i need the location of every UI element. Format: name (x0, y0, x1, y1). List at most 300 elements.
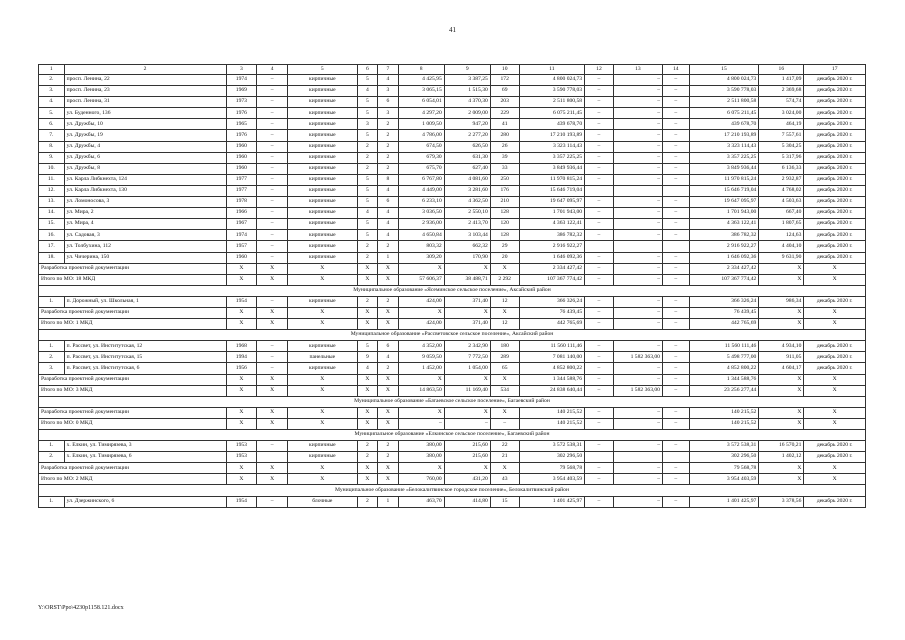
summary-cell: X (378, 463, 398, 474)
table-cell: – (257, 130, 288, 141)
table-cell: 1974 (226, 230, 257, 241)
table-cell: – (662, 230, 689, 241)
table-cell: 1. (39, 496, 65, 507)
summary-cell: – (613, 474, 662, 485)
summary-cell: – (585, 463, 614, 474)
table-row (39, 174, 866, 185)
table-cell: 1 054,00 (444, 363, 490, 374)
table-cell: 3 (357, 119, 377, 130)
table-cell: – (613, 163, 662, 174)
summary-cell: X (287, 385, 357, 396)
table-cell: 3 849 936,44 (519, 163, 585, 174)
table-cell: – (585, 163, 614, 174)
table-cell: 674,50 (398, 141, 444, 152)
summary-cell: X (490, 407, 519, 418)
table-cell: 1954 (226, 296, 257, 307)
summary-cell: – (490, 418, 519, 429)
table-cell (613, 241, 662, 252)
table-cell: 5 304,25 (759, 141, 804, 152)
table-cell: 3 323 114,43 (689, 141, 759, 152)
table-cell: декабрь 2020 г. (804, 441, 866, 452)
summary-cell: X (804, 463, 866, 474)
table-cell: – (585, 363, 614, 374)
table-cell: 2 (357, 152, 377, 163)
table-row (39, 296, 866, 307)
table-cell: 6 767,80 (398, 174, 444, 185)
table-cell: 12. (39, 185, 65, 196)
summary-cell: – (585, 474, 614, 485)
summary-cell: 140 215,52 (689, 418, 759, 429)
table-header-row (39, 65, 866, 75)
table-cell: – (257, 152, 288, 163)
summary-row (39, 374, 866, 385)
table-cell: 5 (357, 174, 377, 185)
table-cell: кирпичные (287, 197, 357, 208)
table-cell: 2 550,10 (444, 208, 490, 219)
summary-label: Итого по МО: 1 МКД (39, 319, 227, 330)
summary-cell: X (357, 274, 377, 285)
column-number-header: 13 (613, 65, 662, 75)
table-cell: 289 (490, 352, 519, 363)
summary-cell: X (398, 307, 444, 318)
summary-cell: X (226, 385, 257, 396)
summary-cell: X (257, 307, 288, 318)
table-cell: 229 (490, 108, 519, 119)
table-cell: 9 (357, 352, 377, 363)
table-cell: 5 (357, 341, 377, 352)
summary-cell: – (662, 307, 689, 318)
table-cell: 2 (378, 163, 398, 174)
summary-cell: X (804, 319, 866, 330)
table-cell: 4 (378, 219, 398, 230)
table-cell: 3 590 778,03 (519, 86, 585, 97)
table-cell: декабрь 2020 г. (804, 496, 866, 507)
table-cell: 18. (39, 252, 65, 263)
summary-cell: X (490, 307, 519, 318)
summary-cell: 57 606,37 (398, 274, 444, 285)
table-cell: 1956 (226, 363, 257, 374)
table-cell: 5 (357, 185, 377, 196)
table-cell: 6 233,10 (398, 197, 444, 208)
summary-cell: 1 344 588,76 (519, 374, 585, 385)
column-number-header: 15 (689, 65, 759, 75)
table-cell: 2 (378, 119, 398, 130)
table-cell: 4 (378, 75, 398, 86)
summary-cell: X (287, 307, 357, 318)
table-cell: 3. (39, 86, 65, 97)
summary-cell: X (444, 463, 490, 474)
table-cell: декабрь 2020 г. (804, 152, 866, 163)
summary-cell: X (804, 274, 866, 285)
table-cell: 2 (378, 296, 398, 307)
table-cell: 1 582 363,00 (613, 352, 662, 363)
table-cell: – (662, 197, 689, 208)
table-cell: 17. (39, 241, 65, 252)
table-cell: – (613, 174, 662, 185)
table-cell: – (613, 86, 662, 97)
summary-cell: 76 439,45 (689, 307, 759, 318)
table-cell (257, 452, 288, 463)
table-cell: 6 (378, 97, 398, 108)
summary-cell: X (357, 319, 377, 330)
table-cell: – (613, 197, 662, 208)
table-cell: 1 (378, 496, 398, 507)
table-cell: – (257, 197, 288, 208)
summary-cell: X (398, 263, 444, 274)
table-cell: 9 059,50 (398, 352, 444, 363)
address-cell: ул. Толбухина, 112 (64, 241, 226, 252)
table-cell: – (257, 230, 288, 241)
table-cell: 2 (378, 141, 398, 152)
summary-cell: X (444, 374, 490, 385)
table-cell: 4 363 122,41 (689, 219, 759, 230)
column-number-header: 1 (39, 65, 65, 75)
table-cell: 3 323 114,43 (519, 141, 585, 152)
column-number-header: 11 (519, 65, 585, 75)
table-cell: 2 (378, 452, 398, 463)
table-row (39, 219, 866, 230)
table-cell: 3 378,56 (759, 496, 804, 507)
address-cell: п. Дорожный, ул. Школьная, 1 (64, 296, 226, 307)
summary-cell: X (759, 307, 804, 318)
address-cell: ул. Буденного, 136 (64, 108, 226, 119)
table-cell: декабрь 2020 г. (804, 97, 866, 108)
table-cell: 5. (39, 108, 65, 119)
table-cell: 1 515,30 (444, 86, 490, 97)
table-cell: 4 800 024,73 (689, 75, 759, 86)
table-cell: – (585, 86, 614, 97)
table-cell: декабрь 2020 г. (804, 296, 866, 307)
table-cell: кирпичные (287, 152, 357, 163)
section-heading-row (39, 396, 866, 407)
summary-cell: X (287, 274, 357, 285)
summary-cell: X (378, 407, 398, 418)
summary-cell: – (585, 263, 614, 274)
address-cell: ул. Чичерина, 150 (64, 252, 226, 263)
summary-cell: X (378, 385, 398, 396)
column-number-header: 12 (585, 65, 614, 75)
table-cell: 371,40 (444, 296, 490, 307)
table-cell: 464,19 (759, 119, 804, 130)
summary-cell: – (613, 418, 662, 429)
summary-cell: 107 367 774,42 (519, 274, 585, 285)
summary-cell: X (804, 418, 866, 429)
summary-cell: 534 (490, 385, 519, 396)
address-cell: ул. Мира, 4 (64, 219, 226, 230)
summary-label: Итого по МО: 18 МКД (39, 274, 227, 285)
summary-cell: X (257, 385, 288, 396)
table-cell: 386 782,32 (689, 230, 759, 241)
summary-cell: – (662, 474, 689, 485)
summary-cell: X (490, 463, 519, 474)
summary-cell: – (585, 319, 614, 330)
summary-cell: X (444, 263, 490, 274)
table-cell: 2. (39, 352, 65, 363)
summary-cell: 431,20 (444, 474, 490, 485)
table-cell: – (257, 363, 288, 374)
table-cell: 667,40 (759, 208, 804, 219)
summary-cell: 2 292 (490, 274, 519, 285)
summary-label: Разработка проектной документации (39, 307, 227, 318)
table-cell: 4 786,00 (398, 130, 444, 141)
summary-cell: – (662, 407, 689, 418)
table-cell: 1 417,09 (759, 75, 804, 86)
table-cell: 3 024,00 (759, 108, 804, 119)
table-cell: 250 (490, 174, 519, 185)
table-cell: 5 (357, 230, 377, 241)
table-cell: 679,30 (398, 152, 444, 163)
summary-cell: – (585, 418, 614, 429)
summary-cell: – (613, 307, 662, 318)
table-cell: 2 916 922,27 (689, 241, 759, 252)
summary-cell: 371,40 (444, 319, 490, 330)
summary-cell: X (226, 274, 257, 285)
address-cell: просп. Ленина, 23 (64, 86, 226, 97)
table-cell: 1977 (226, 185, 257, 196)
table-cell: 16 570,21 (759, 441, 804, 452)
table-cell: 10. (39, 163, 65, 174)
address-cell: ул. Дружбы, 8 (64, 163, 226, 174)
table-cell: – (613, 441, 662, 452)
table-cell: – (613, 119, 662, 130)
table-cell: 1 402,12 (759, 452, 804, 463)
table-cell: 2 511 800,58 (519, 97, 585, 108)
table-cell: – (257, 185, 288, 196)
table-cell (662, 241, 689, 252)
table-cell: 6 136,33 (759, 163, 804, 174)
table-row (39, 86, 866, 97)
table-cell: 5 (357, 97, 377, 108)
summary-cell: 140 215,52 (689, 407, 759, 418)
summary-cell: 43 (490, 474, 519, 485)
table-cell: 1973 (226, 97, 257, 108)
summary-cell: 760,00 (398, 474, 444, 485)
municipality-heading: Муниципальное образование «Ясеминское сельское поселение», Аксайский район (39, 285, 866, 296)
table-cell: 128 (490, 230, 519, 241)
table-cell: 3 036,50 (398, 208, 444, 219)
table-cell: 5 (357, 75, 377, 86)
table-cell: панельные (287, 352, 357, 363)
table-cell: кирпичные (287, 241, 357, 252)
table-cell: 215,60 (444, 452, 490, 463)
address-cell: х. Елкин, ул. Тимирязева, 3 (64, 441, 226, 452)
table-cell: – (257, 441, 288, 452)
column-number-header: 16 (759, 65, 804, 75)
table-row (39, 363, 866, 374)
table-cell: 7 081 140,00 (519, 352, 585, 363)
table-cell: 1968 (226, 341, 257, 352)
table-cell: – (257, 119, 288, 130)
summary-cell: X (226, 374, 257, 385)
table-cell: 2 342,90 (444, 341, 490, 352)
table-cell: – (613, 97, 662, 108)
table-cell: 280 (490, 130, 519, 141)
summary-cell: – (613, 274, 662, 285)
table-cell: – (613, 152, 662, 163)
address-cell: х. Елкин, ул. Тимирязева, 6 (64, 452, 226, 463)
table-cell: 380,00 (398, 441, 444, 452)
table-cell: 4 (378, 185, 398, 196)
summary-row (39, 418, 866, 429)
table-cell: кирпичные (287, 174, 357, 185)
summary-cell: 12 (490, 319, 519, 330)
table-cell: блочные (287, 496, 357, 507)
table-cell: 2 (357, 452, 377, 463)
table-cell: декабрь 2020 г. (804, 352, 866, 363)
table-cell: 26 (490, 141, 519, 152)
table-cell: 128 (490, 208, 519, 219)
table-cell: 124,63 (759, 230, 804, 241)
table-cell: декабрь 2020 г. (804, 341, 866, 352)
summary-cell: X (257, 274, 288, 285)
table-cell: декабрь 2020 г. (804, 163, 866, 174)
table-cell: 4 650,84 (398, 230, 444, 241)
municipality-heading: Муниципальное образование «Елкинское сельское поселение», Багаевский район (39, 430, 866, 441)
summary-row (39, 385, 866, 396)
table-cell: 1 646 092,36 (519, 252, 585, 263)
table-cell: 2. (39, 452, 65, 463)
table-cell: 414,80 (444, 496, 490, 507)
table-row (39, 252, 866, 263)
table-row (39, 130, 866, 141)
table-cell: – (662, 119, 689, 130)
address-cell: ул. Дружбы, 19 (64, 130, 226, 141)
table-cell: 4 404,10 (759, 241, 804, 252)
table-cell: 1974 (226, 75, 257, 86)
table-cell: – (613, 108, 662, 119)
summary-cell: 1 344 588,76 (689, 374, 759, 385)
table-cell: декабрь 2020 г. (804, 197, 866, 208)
table-cell: 39 (490, 152, 519, 163)
table-cell: 1954 (226, 496, 257, 507)
table-cell: 3 590 778,03 (689, 86, 759, 97)
table-cell: 9. (39, 152, 65, 163)
table-cell: – (257, 341, 288, 352)
table-cell: – (257, 252, 288, 263)
table-cell: 803,32 (398, 241, 444, 252)
table-cell: – (585, 230, 614, 241)
table-cell: – (662, 441, 689, 452)
table-cell (613, 452, 662, 463)
table-cell: 17 210 193,89 (519, 130, 585, 141)
summary-cell: – (613, 374, 662, 385)
table-cell: – (662, 108, 689, 119)
table-cell: 3 103,44 (444, 230, 490, 241)
table-cell: 215,60 (444, 441, 490, 452)
table-cell: 6 (378, 197, 398, 208)
table-cell: – (585, 130, 614, 141)
table-cell (613, 185, 662, 196)
table-cell: кирпичные (287, 141, 357, 152)
table-cell: – (257, 86, 288, 97)
section-heading-row (39, 485, 866, 496)
summary-row (39, 263, 866, 274)
table-cell: 627,40 (444, 163, 490, 174)
table-cell: 1 401 425,97 (519, 496, 585, 507)
table-cell: – (585, 97, 614, 108)
address-cell: ул. Дружбы, 10 (64, 119, 226, 130)
summary-cell: – (662, 274, 689, 285)
address-cell: ул. Дзержинского, 6 (64, 496, 226, 507)
table-cell: 3 572 538,31 (519, 441, 585, 452)
table-cell: 203 (490, 97, 519, 108)
table-cell: 11. (39, 174, 65, 185)
table-cell: 5 498 777,00 (689, 352, 759, 363)
summary-cell: X (804, 374, 866, 385)
summary-cell: 3 954 403,59 (519, 474, 585, 485)
table-row (39, 97, 866, 108)
column-number-header: 7 (378, 65, 398, 75)
summary-cell: 1 582 363,00 (613, 385, 662, 396)
summary-cell: X (257, 263, 288, 274)
column-number-header: 3 (226, 65, 257, 75)
table-cell: 1969 (226, 86, 257, 97)
summary-cell: 3 954 403,59 (689, 474, 759, 485)
table-cell: кирпичные (287, 230, 357, 241)
table-cell: 947,20 (444, 119, 490, 130)
summary-row (39, 407, 866, 418)
table-cell: 2 916 922,27 (519, 241, 585, 252)
table-cell: – (257, 97, 288, 108)
summary-cell: X (226, 319, 257, 330)
table-row (39, 241, 866, 252)
table-cell: 17 210 193,89 (689, 130, 759, 141)
summary-label: Разработка проектной документации (39, 374, 227, 385)
municipality-heading: Муниципальное образование «Белокалитвинское городское поселение», Белокалитвинский район (39, 485, 866, 496)
table-cell: – (662, 86, 689, 97)
table-cell: – (585, 352, 614, 363)
summary-cell: X (257, 319, 288, 330)
table-cell: 14. (39, 208, 65, 219)
table-cell: 4 (378, 208, 398, 219)
table-cell: 2 (378, 241, 398, 252)
table-cell: – (613, 363, 662, 374)
summary-cell: X (226, 474, 257, 485)
table-cell: – (613, 208, 662, 219)
summary-cell: X (759, 319, 804, 330)
table-cell: 1965 (226, 119, 257, 130)
address-cell: п. Рассвет, ул. Институтская, 12 (64, 341, 226, 352)
summary-label: Итого по МО: 2 МКД (39, 474, 227, 485)
summary-cell: – (662, 418, 689, 429)
summary-cell: X (287, 319, 357, 330)
table-cell: 4 (357, 208, 377, 219)
table-cell: декабрь 2020 г. (804, 119, 866, 130)
table-row (39, 452, 866, 463)
table-cell: 15 646 719,04 (519, 185, 585, 196)
summary-cell: X (444, 407, 490, 418)
table-cell: 4 (357, 86, 377, 97)
table-cell: 4 081,60 (444, 174, 490, 185)
address-cell: ул. Дружбы, 6 (64, 152, 226, 163)
table-cell: 1960 (226, 163, 257, 174)
column-number-header: 14 (662, 65, 689, 75)
table-cell: 1976 (226, 130, 257, 141)
page-number: 41 (449, 26, 456, 34)
summary-cell: – (585, 385, 614, 396)
table-cell: 4 362,50 (444, 197, 490, 208)
table-row (39, 108, 866, 119)
table-cell: 3 357 225,25 (519, 152, 585, 163)
table-cell: – (257, 141, 288, 152)
summary-cell: X (357, 385, 377, 396)
table-cell: 4 800 024,73 (519, 75, 585, 86)
table-cell: – (585, 75, 614, 86)
table-cell: 380,00 (398, 452, 444, 463)
table-cell: 4 934,10 (759, 341, 804, 352)
table-cell: – (613, 496, 662, 507)
summary-cell: X (804, 385, 866, 396)
